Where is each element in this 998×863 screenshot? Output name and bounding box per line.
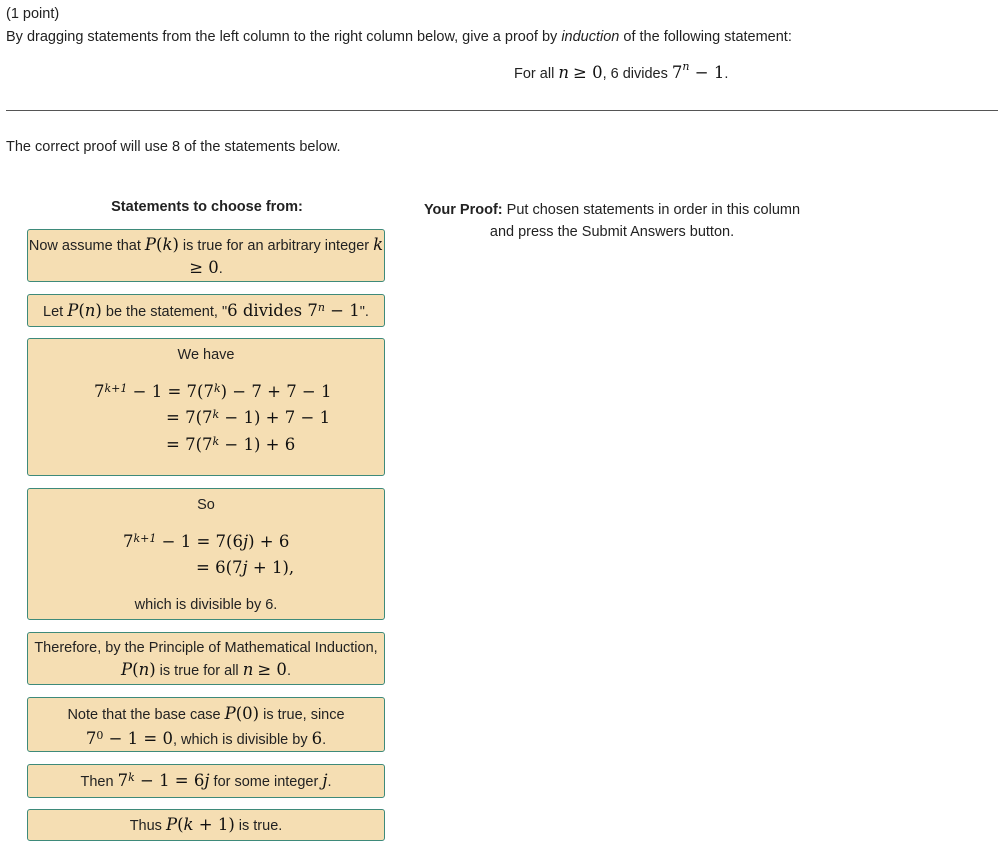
points-label: (1 point): [6, 6, 60, 22]
equation-line: $7^{k+1} - 1 = 7(7^k) - 7 + 7 - 1$: [94, 382, 332, 401]
statement-card-base-case[interactable]: Note that the base case P(0) is true, since $7^0 - 1 = 0$, which is divisible by 6.: [27, 697, 385, 752]
divider: [6, 110, 998, 111]
statement-card-therefore[interactable]: Therefore, by the Principle of Mathematical Induction, P(n) is true for all n ≥ 0.: [27, 632, 385, 685]
statement-card-let[interactable]: Let P(n) be the statement, "6 divides $7^n - 1$".: [27, 294, 385, 327]
statement-card-we-have[interactable]: [27, 338, 385, 476]
we-have-label: We have: [177, 347, 235, 363]
equation-line: = $7(7^k - 1) + 7 - 1$: [166, 408, 331, 427]
proof-drop-zone[interactable]: [410, 245, 814, 835]
instructions: By dragging statements from the left column to the right column below, give a proof by induction of the following statement:: [6, 29, 792, 45]
equation-line: $7^{k+1} - 1 = 7(6j) + 6$: [123, 532, 290, 551]
statement-card-so[interactable]: [27, 488, 385, 620]
equation-line: = 6(7j + 1),: [196, 558, 295, 577]
equation-line: = $7(7^k - 1) + 6$: [166, 435, 296, 454]
divisible-note: which is divisible by 6.: [134, 597, 278, 613]
statement-card-assume[interactable]: Now assume that P(k) is true for an arbitrary integer k ≥ 0.: [27, 229, 385, 282]
theorem-statement: For all n ≥ 0, 6 divides $7^n - 1$.: [514, 60, 729, 82]
proof-column-title: Your Proof: Put chosen statements in order in this column and press the Submit Answers button.: [423, 202, 801, 240]
so-label: So: [197, 497, 215, 513]
statement-card-then[interactable]: Then $7^k - 1 = 6j$ for some integer j.: [27, 764, 385, 798]
choices-column-title: Statements to choose from:: [111, 199, 303, 215]
statement-count-note: The correct proof will use 8 of the statements below.: [6, 139, 341, 155]
statement-card-thus[interactable]: Thus P(k + 1) is true.: [27, 809, 385, 841]
